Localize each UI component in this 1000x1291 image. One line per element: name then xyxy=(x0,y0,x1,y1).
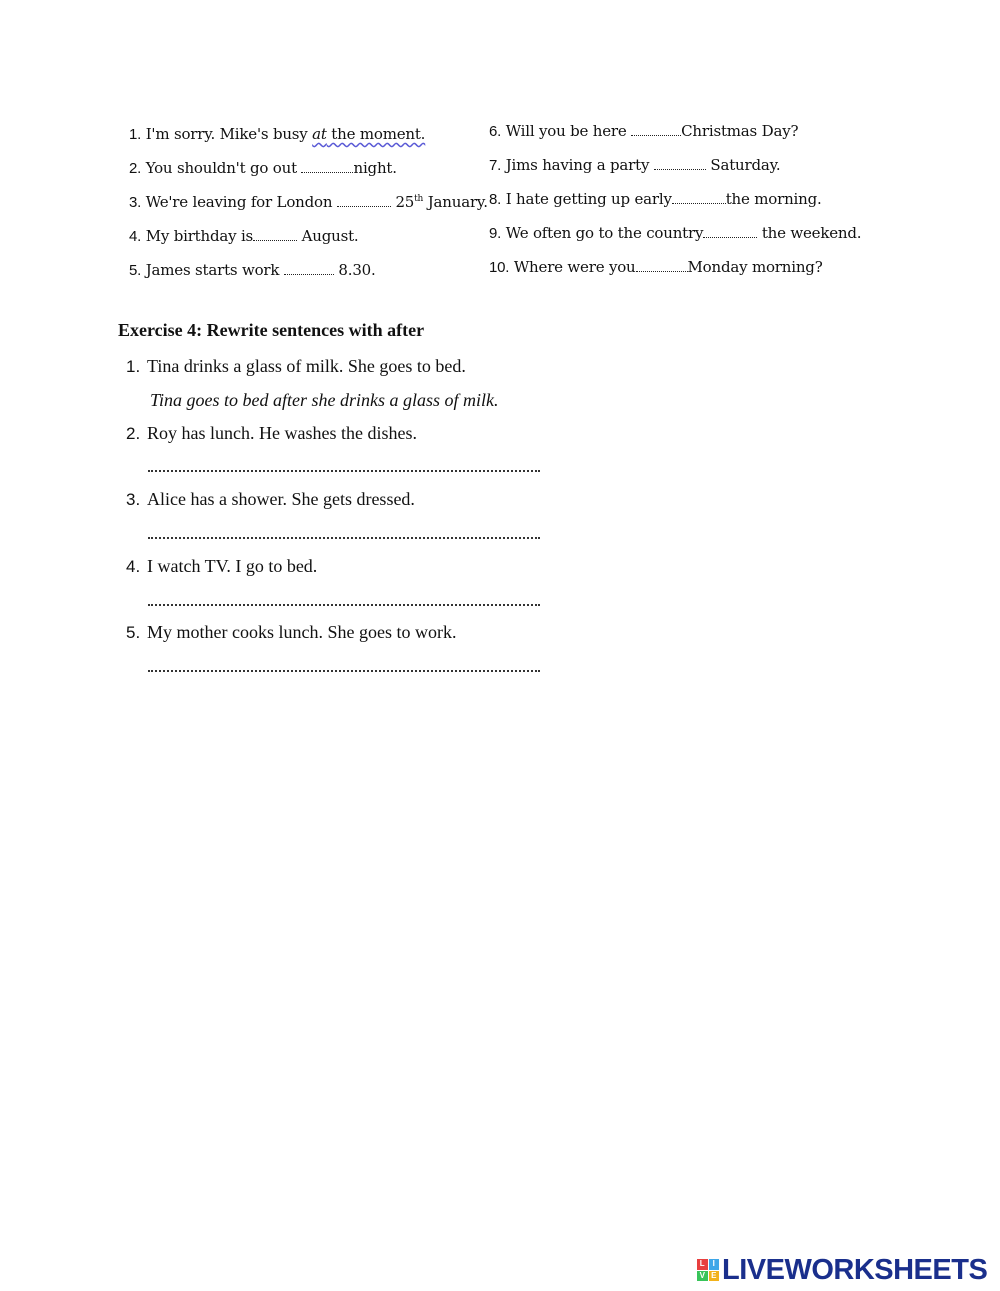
question-8: 8. I hate getting up early the morning. xyxy=(489,190,822,208)
question-7-text-a: Jims having a party xyxy=(505,156,654,174)
question-5-text-a: James starts work xyxy=(145,261,284,279)
question-4: 4. My birthday is August. xyxy=(129,227,359,245)
logo-letter-l: L xyxy=(697,1259,708,1270)
question-8-text-c: the morning. xyxy=(725,190,822,208)
exercise4-item-5: 5. My mother cooks lunch. She goes to work. xyxy=(126,622,457,642)
logo-letter-v: V xyxy=(697,1271,708,1282)
question-7-blank[interactable] xyxy=(654,159,706,170)
answer-line-5[interactable] xyxy=(148,670,540,672)
question-10: 10. Where were you Monday morning? xyxy=(489,258,823,276)
question-6-text-a: Will you be here xyxy=(505,122,632,140)
exercise4-title: Exercise 4: Rewrite sentences with after xyxy=(118,320,425,340)
logo-text: LIVEWORKSHEETS xyxy=(722,1253,988,1286)
question-3-sup: th xyxy=(414,194,424,204)
question-10-blank[interactable] xyxy=(636,261,688,272)
question-1-text-b: at xyxy=(312,125,327,143)
question-5-blank[interactable] xyxy=(284,264,334,275)
question-9-text-a: We often go to the country xyxy=(505,224,704,242)
logo-letter-e: E xyxy=(709,1271,720,1282)
question-4-text-c: August. xyxy=(297,227,359,245)
question-9-text-c: the weekend. xyxy=(757,224,862,242)
question-1-text-a: I'm sorry. Mike's busy xyxy=(145,125,313,143)
liveworksheets-logo xyxy=(697,1254,987,1286)
question-5: 5. James starts work 8.30. xyxy=(129,261,376,279)
question-2-text-a: You shouldn't go out xyxy=(145,159,302,177)
question-6-text-c: Christmas Day? xyxy=(681,122,799,140)
question-7: 7. Jims having a party Saturday. xyxy=(489,156,781,174)
exercise4-item-5-text: My mother cooks lunch. She goes to work. xyxy=(147,622,457,642)
question-1-text-c: the moment. xyxy=(326,125,426,143)
question-6: 6. Will you be here Christmas Day? xyxy=(489,122,799,140)
logo-mark-icon xyxy=(697,1259,719,1281)
question-1: 1. I'm sorry. Mike's busy at the moment. xyxy=(129,125,426,143)
exercise4-item-2-text: Roy has lunch. He washes the dishes. xyxy=(147,423,417,443)
question-3-text-c: 25 xyxy=(390,193,415,211)
question-7-text-c: Saturday. xyxy=(705,156,781,174)
exercise4-item-3: 3. Alice has a shower. She gets dressed. xyxy=(126,489,415,509)
question-3-blank[interactable] xyxy=(337,196,391,207)
answer-line-3[interactable] xyxy=(148,537,540,539)
exercise4-item-1: 1. Tina drinks a glass of milk. She goes to bed. xyxy=(126,356,466,376)
question-10-text-a: Where were you xyxy=(513,258,636,276)
exercise4-item-3-text: Alice has a shower. She gets dressed. xyxy=(147,489,415,509)
exercise4-item-4-text: I watch TV. I go to bed. xyxy=(147,556,318,576)
exercise4-example-answer: Tina goes to bed after she drinks a glass of milk. xyxy=(150,390,499,410)
question-2: 2. You shouldn't go out night. xyxy=(129,159,397,177)
exercise4-item-1-text: Tina drinks a glass of milk. She goes to bed. xyxy=(147,356,466,376)
question-3: 3. We're leaving for London 25th January. xyxy=(129,193,488,211)
question-8-blank[interactable] xyxy=(672,193,726,204)
question-3-text-a: We're leaving for London xyxy=(145,193,337,211)
exercise4-item-4: 4. I watch TV. I go to bed. xyxy=(126,556,318,576)
question-8-text-a: I hate getting up early xyxy=(505,190,672,208)
logo-letter-i: I xyxy=(709,1259,720,1270)
question-2-blank[interactable] xyxy=(301,162,353,173)
answer-line-4[interactable] xyxy=(148,604,540,606)
question-10-text-c: Monday morning? xyxy=(687,258,823,276)
question-2-text-c: night. xyxy=(353,159,397,177)
question-3-text-d: January. xyxy=(423,193,488,211)
question-9: 9. We often go to the country the weekend. xyxy=(489,224,862,242)
question-6-blank[interactable] xyxy=(631,125,681,136)
question-4-blank[interactable] xyxy=(253,230,297,241)
answer-line-2[interactable] xyxy=(148,470,540,472)
exercise4-item-2: 2. Roy has lunch. He washes the dishes. xyxy=(126,423,417,443)
question-9-blank[interactable] xyxy=(703,227,757,238)
question-5-text-c: 8.30. xyxy=(333,261,376,279)
question-4-text-a: My birthday is xyxy=(145,227,254,245)
